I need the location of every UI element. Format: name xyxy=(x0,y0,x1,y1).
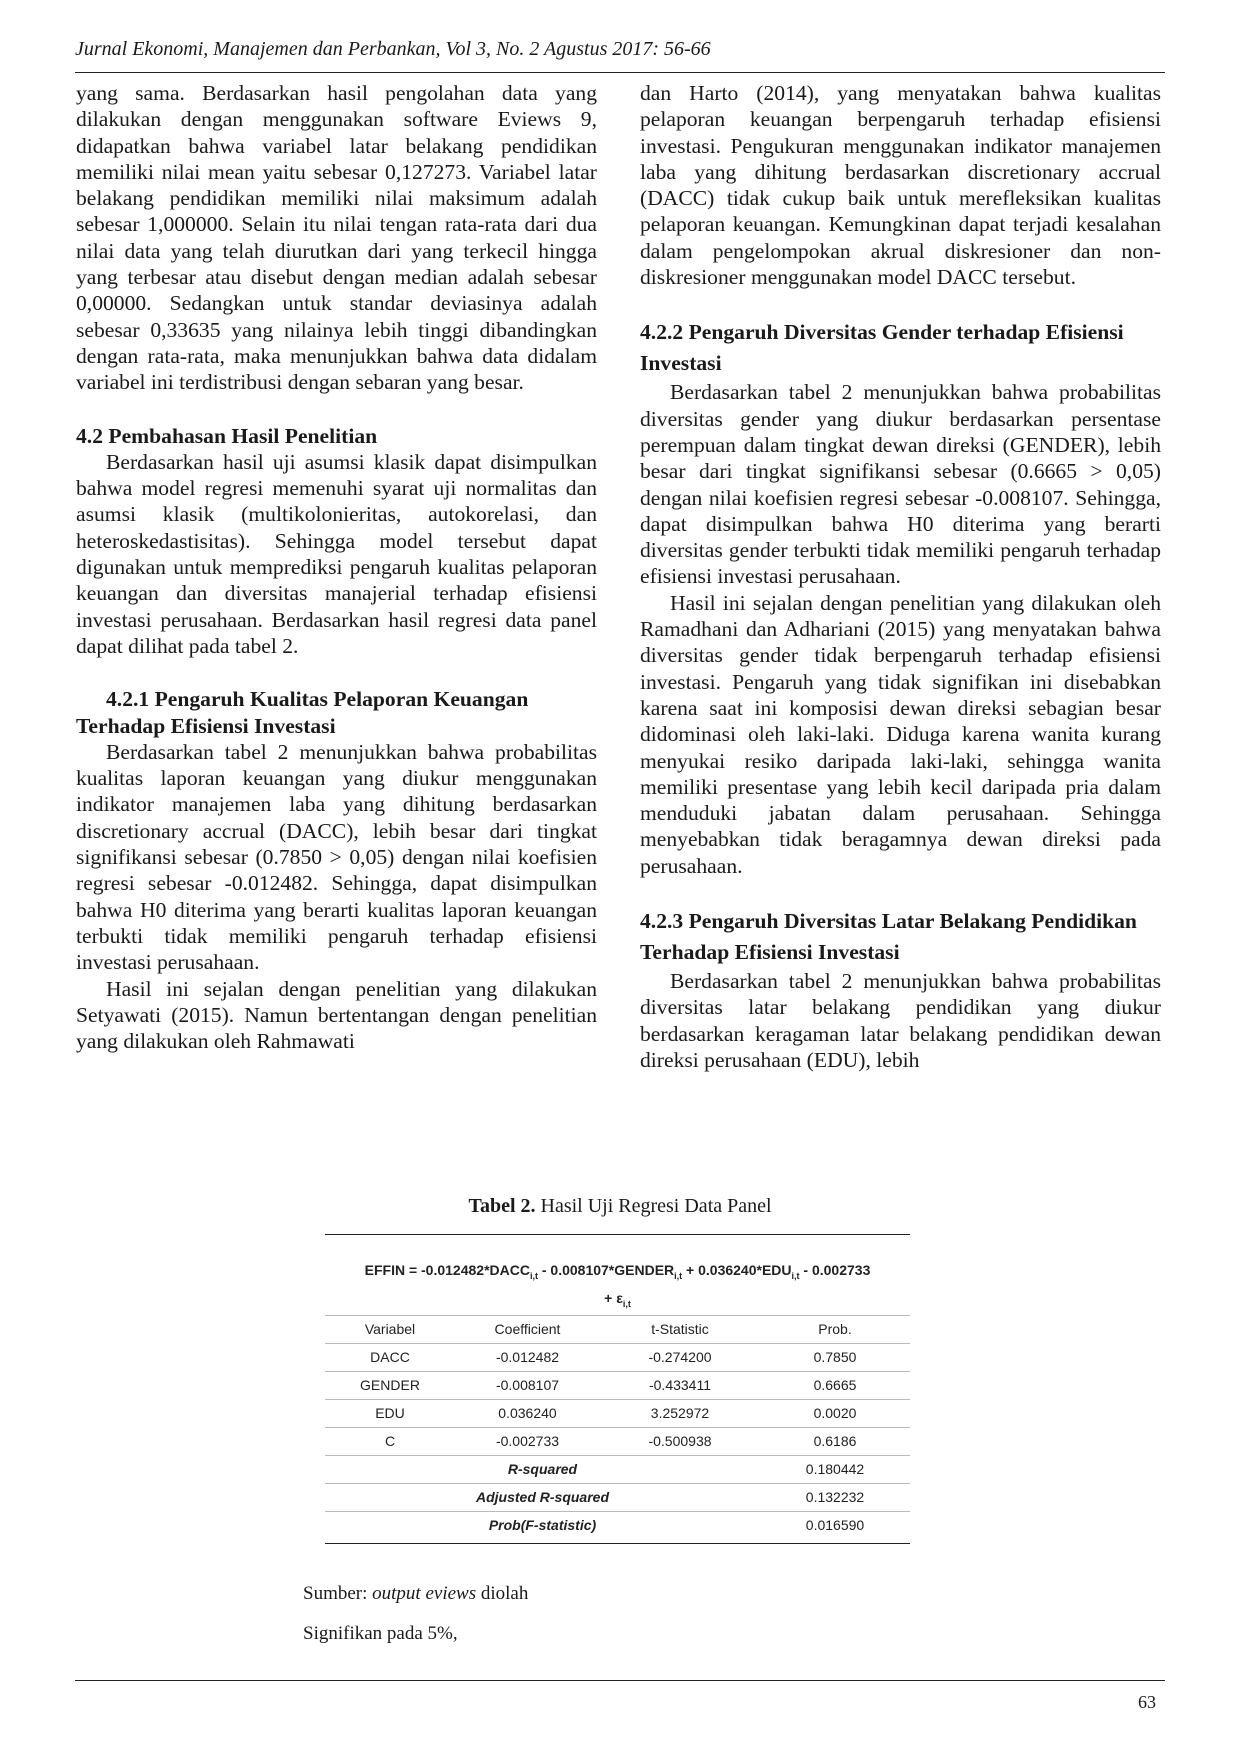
page-number: 63 xyxy=(1138,1692,1156,1712)
right-column xyxy=(640,80,1161,1073)
paragraph: Berdasarkan tabel 2 menunjukkan bahwa probabilitas kualitas laporan keuangan yang diukur menggunakan indikator manajemen laba yang dihitung berdasarkan discretionary accrual (DACC), lebih besar dari tingkat signifikansi sebesar (0.7850 > 0,05) dengan nilai koefisien regresi sebesar -0.012482. Sehingga, dapat disimpulkan bahwa H0 diterima yang berarti kualitas laporan keuangan terbukti tidak memiliki pengaruh terhadap efisiensi investasi perusahaan. xyxy=(76,739,597,975)
paragraph: dan Harto (2014), yang menyatakan bahwa kualitas pelaporan keuangan berpengaruh terhadap efisiensi investasi. Pengukuran menggunakan indikator manajemen laba yang dihitung berdasarkan discretionary accrual (DACC) tidak cukup baik untuk merefleksikan kualitas pelaporan keuangan. Kemungkinan dapat terjadi kesalahan dalam pengelompokan akrual diskresioner dan non-diskresioner menggunakan model DACC tersebut. xyxy=(640,81,1161,290)
coefficient-table xyxy=(325,1315,910,1539)
column-header: Coefficient xyxy=(455,1315,600,1343)
table-caption-label: Tabel 2. xyxy=(468,1195,536,1217)
table-row: C -0.002733 -0.500938 0.6186 xyxy=(325,1427,910,1455)
table-row: GENDER -0.008107 -0.433411 0.6665 xyxy=(325,1371,910,1399)
table-source-note: Sumber: output eviews diolah xyxy=(303,1583,529,1604)
paragraph: Berdasarkan tabel 2 menunjukkan bahwa probabilitas diversitas latar belakang pendidikan yang diukur berdasarkan keragaman latar belakang pendidikan dewan direksi perusahaan (EDU), lebih xyxy=(640,969,1161,1072)
regression-table xyxy=(325,1234,910,1544)
header-rule xyxy=(75,72,1165,73)
paragraph: Berdasarkan hasil uji asumsi klasik dapat disimpulkan bahwa model regresi memenuhi syarat uji normalitas dan asumsi klasik (multikolonieritas, autokorelasi, dan heteroskedastisitas). Sehingga model tersebut dapat digunakan untuk memprediksi pengaruh kualitas pelaporan keuangan dan diversitas manajerial terhadap efisiensi investasi perusahaan. Berdasarkan hasil regresi data panel dapat dilihat pada tabel 2. xyxy=(76,449,597,658)
left-column xyxy=(76,80,597,1054)
running-header: Jurnal Ekonomi, Manajemen dan Perbankan, Vol 3, No. 2 Agustus 2017: 56-66 xyxy=(75,38,711,60)
stat-row: Prob(F-statistic) 0.016590 xyxy=(488,1517,865,1534)
table-caption xyxy=(0,1193,1240,1219)
paragraph: yang sama. Berdasarkan hasil pengolahan data yang dilakukan dengan menggunakan software Eviews 9, didapatkan bahwa variabel latar belakang pendidikan memiliki nilai mean yaitu sebesar 0,127273. Variabel latar belakang pendidikan memiliki nilai maksimum adalah sebesar 1,000000. Selain itu nilai tengan rata-rata dari dua nilai data yang telah diurutkan dari yang terkecil hingga yang terbesar atau disebut dengan median adalah sebesar 0,00000. Sedangkan untuk standar deviasinya adalah sebesar 0,33635 yang nilainya lebih tinggi dibandingkan dengan rata-rata, maka menunjukkan bahwa data didalam variabel ini terdistribusi dengan sebaran yang besar. xyxy=(76,81,597,395)
table-row: EDU 0.036240 3.252972 0.0020 xyxy=(325,1399,910,1427)
table-bottom-rule xyxy=(325,1543,910,1544)
paragraph: Berdasarkan tabel 2 menunjukkan bahwa probabilitas diversitas gender yang diukur berdasarkan persentase perempuan dalam tingkat dewan direksi (GENDER), lebih besar dari tingkat signifikansi sebesar (0.6665 > 0,05) dengan nilai koefisien regresi sebesar -0.008107. Sehingga, dapat disimpulkan bahwa H0 diterima yang berarti diversitas gender terbukti tidak memiliki pengaruh terhadap efisiensi investasi perusahaan. xyxy=(640,380,1161,589)
significance-note: Signifikan pada 5%, xyxy=(303,1623,458,1644)
footer-rule xyxy=(75,1680,1165,1681)
subsection-heading: 4.2.3 Pengaruh Diversitas Latar Belakang Pendidikan Terhadap Efisiensi Investasi xyxy=(640,909,1137,965)
section-heading: 4.2 Pembahasan Hasil Penelitian xyxy=(76,423,378,448)
subsection-heading: 4.2.1 Pengaruh Kualitas Pelaporan Keuangan Terhadap Efisiensi Investasi xyxy=(76,687,529,738)
regression-equation: EFFIN = $-0.012482*DACC_{i,t}$ - $0.008107*GENDER_{i,t} + 0.036240*EDU_{i,t} - 0.002733$ + $\varepsilon_{i,t}$ xyxy=(364,1262,871,1309)
table-row: DACC -0.012482 -0.274200 0.7850 xyxy=(325,1343,910,1371)
stat-row: R-squared 0.180442 xyxy=(325,1455,910,1483)
paragraph: Hasil ini sejalan dengan penelitian yang dilakukan oleh Ramadhani dan Adhariani (2015) yang menyatakan bahwa diversitas gender tidak berpengaruh terhadap efisiensi investasi. Pengaruh yang tidak signifikan ini disebabkan karena saat ini komposisi dewan direksi sebagian besar didominasi oleh laki-laki. Diduga karena wanita kurang menyukai resiko daripada laki-laki, sehingga wanita memiliki presentase yang lebih kecil daripada pria dalam menduduki jabatan dalam perusahaan. Sehingga menyebabkan tidak beragamnya dewan direksi pada perusahaan. xyxy=(640,590,1161,878)
stat-row: Adjusted R-squared 0.132232 xyxy=(325,1483,910,1511)
column-header: Variabel xyxy=(325,1315,455,1343)
subsection-heading: 4.2.2 Pengaruh Diversitas Gender terhadap Efisiensi Investasi xyxy=(640,320,1124,376)
table-caption-text: Hasil Uji Regresi Data Panel xyxy=(535,1195,772,1217)
paragraph: Hasil ini sejalan dengan penelitian yang dilakukan Setyawati (2015). Namun bertentangan dengan penelitian yang dilakukan oleh Rahmawati xyxy=(76,976,597,1054)
column-header: Prob. xyxy=(760,1315,910,1343)
table-header-row xyxy=(325,1315,910,1343)
column-header: t-Statistic xyxy=(600,1315,760,1343)
